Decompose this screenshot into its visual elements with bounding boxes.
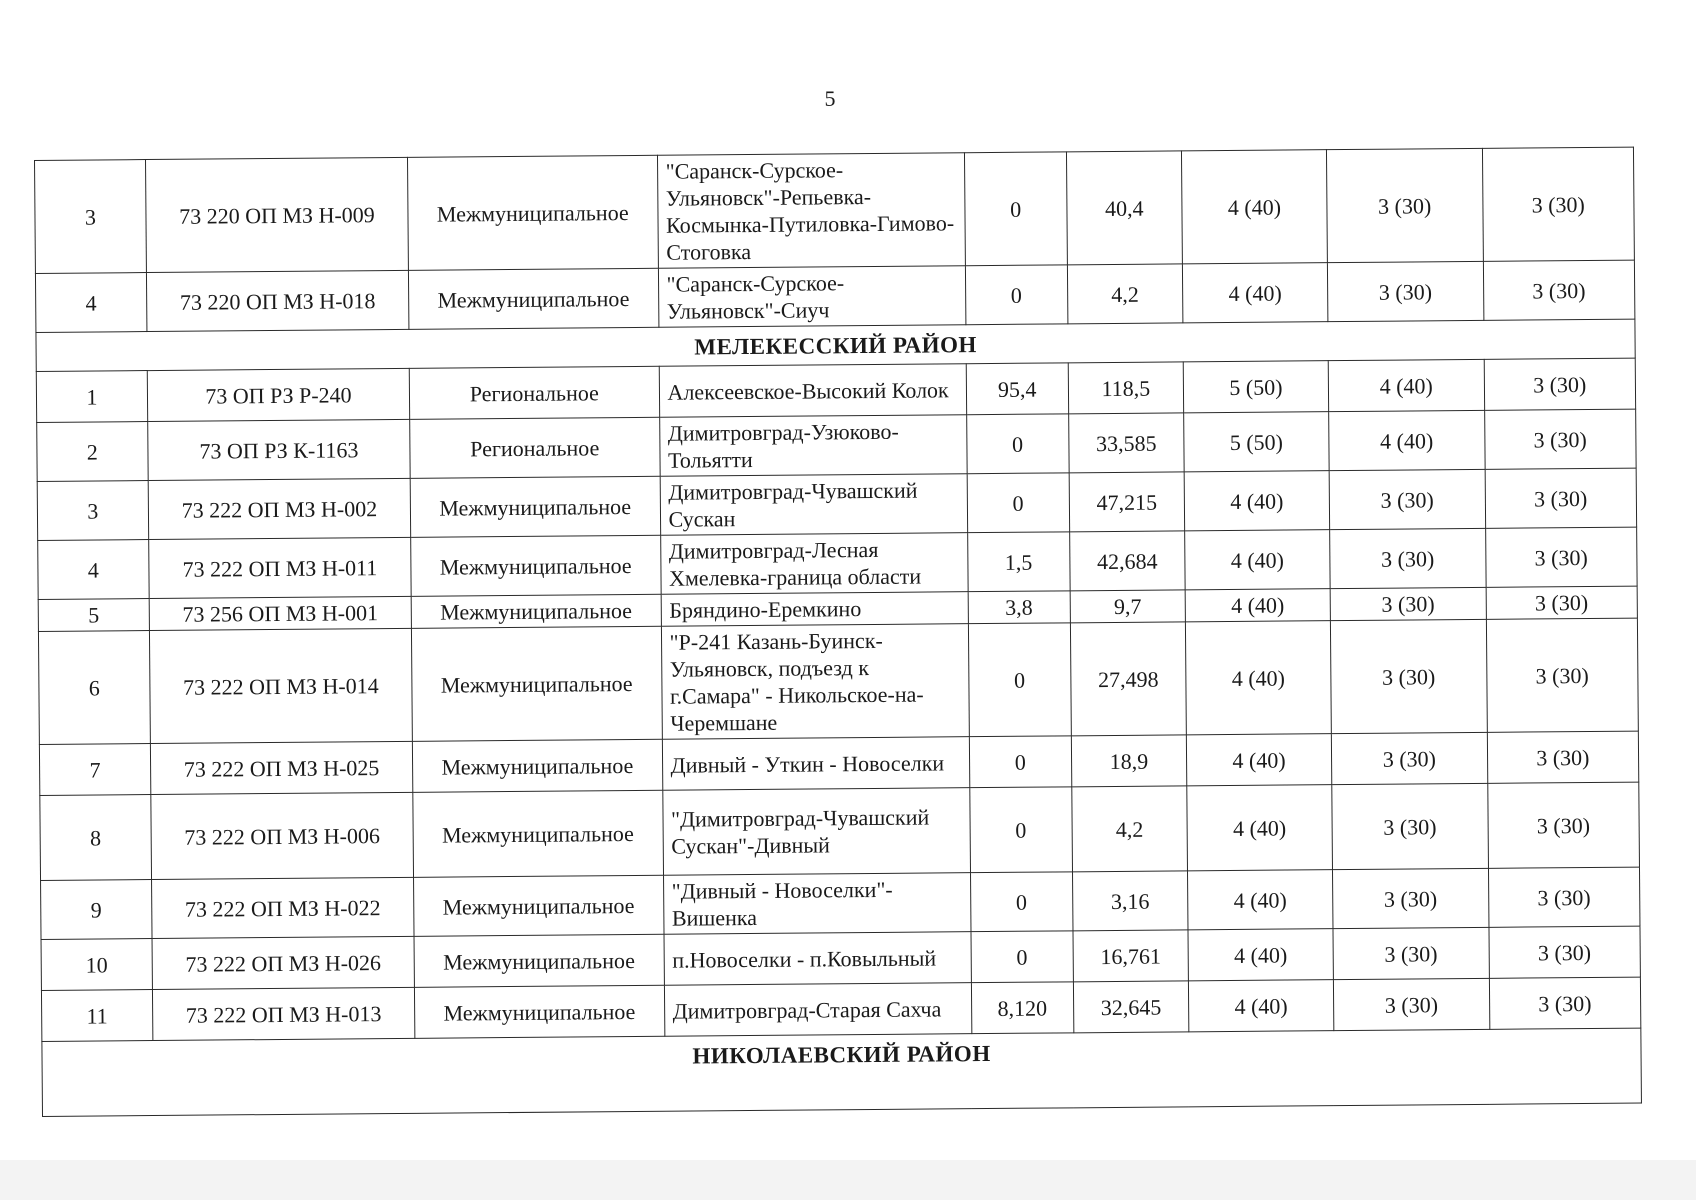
road-code-cell: 73 222 ОП МЗ Н-022 — [151, 877, 414, 938]
road-name-cell: "Дивный - Новоселки"-Вишенка — [663, 873, 970, 935]
value-cell-3: 3 (30) — [1485, 468, 1637, 528]
value-cell-3: 3 (30) — [1484, 409, 1636, 469]
value-cell-1: 4 (40) — [1186, 734, 1331, 786]
value-cell-2: 3 (30) — [1332, 783, 1488, 869]
start-km-cell: 0 — [964, 152, 1067, 266]
start-km-cell: 0 — [965, 265, 1068, 325]
start-km-cell: 1,5 — [967, 532, 1070, 592]
value-cell-1: 4 (40) — [1185, 621, 1331, 735]
end-km-cell: 4,2 — [1067, 264, 1183, 324]
value-cell-2: 3 (30) — [1327, 261, 1483, 321]
road-name-cell: "Димитровград-Чувашский Сускан"-Дивный — [662, 788, 970, 876]
value-cell-2: 3 (30) — [1329, 469, 1485, 529]
row-number-cell: 4 — [35, 273, 146, 333]
road-name-cell: Димитровград-Узюково-Тольятти — [659, 415, 966, 477]
significance-cell: Региональное — [410, 417, 660, 478]
significance-cell: Межмуниципальное — [412, 626, 662, 741]
section-title-melekess: МЕЛЕКЕССКИЙ РАЙОН — [36, 319, 1635, 371]
table-row — [38, 618, 1638, 744]
end-km-cell: 33,585 — [1069, 413, 1185, 473]
row-number-cell: 8 — [40, 795, 152, 881]
value-cell-2: 3 (30) — [1326, 148, 1483, 262]
value-cell-1: 5 (50) — [1183, 361, 1328, 413]
row-number-cell: 2 — [37, 422, 148, 482]
row-number-cell: 9 — [41, 880, 152, 940]
row-number-cell: 7 — [39, 744, 150, 796]
end-km-cell: 40,4 — [1066, 151, 1182, 265]
road-code-cell: 73 222 ОП МЗ Н-025 — [150, 741, 413, 794]
road-name-cell: Алексеевское-Высокий Колок — [659, 364, 966, 418]
value-cell-3: 3 (30) — [1484, 358, 1636, 410]
significance-cell: Межмуниципальное — [408, 155, 658, 270]
table-body-melekess — [36, 358, 1641, 1041]
table-body-top — [35, 147, 1635, 332]
road-name-cell: п.Новоселки - п.Ковыльный — [664, 932, 971, 986]
end-km-cell: 32,645 — [1073, 981, 1189, 1033]
road-name-cell: "Р-241 Казань-Буинск-Ульяновск, подъезд к г.Самара" - Никольское-на-Черемшане — [661, 624, 969, 740]
row-number-cell: 11 — [41, 990, 152, 1042]
significance-cell: Межмуниципальное — [415, 985, 665, 1038]
road-name-cell: Бряндино-Еремкино — [661, 592, 968, 627]
road-code-cell: 73 222 ОП МЗ Н-014 — [149, 628, 412, 743]
value-cell-3: 3 (30) — [1487, 731, 1639, 783]
value-cell-2: 4 (40) — [1328, 359, 1484, 411]
section-title-nikolaev: НИКОЛАЕВСКИЙ РАЙОН — [42, 1028, 1642, 1116]
road-name-cell: Димитровград-Лесная Хмелевка-граница области — [660, 533, 967, 595]
significance-cell: Межмуниципальное — [411, 594, 661, 628]
value-cell-1: 4 (40) — [1185, 589, 1330, 622]
value-cell-3: 3 (30) — [1488, 867, 1640, 927]
row-number-cell: 4 — [38, 540, 149, 600]
significance-cell: Межмуниципальное — [411, 535, 661, 596]
end-km-cell: 118,5 — [1068, 362, 1184, 414]
start-km-cell: 0 — [971, 931, 1074, 983]
scan-bottom-edge — [0, 1160, 1696, 1200]
road-name-cell: Димитровград-Старая Сахча — [664, 983, 971, 1037]
significance-cell: Межмуниципальное — [414, 934, 664, 987]
start-km-cell: 0 — [966, 414, 1069, 474]
road-code-cell: 73 222 ОП МЗ Н-013 — [152, 987, 415, 1040]
road-name-cell: Дивный - Уткин - Новоселки — [662, 737, 969, 791]
significance-cell: Межмуниципальное — [413, 790, 663, 877]
start-km-cell: 0 — [968, 623, 1071, 737]
section-row — [42, 1028, 1642, 1116]
value-cell-3: 3 (30) — [1486, 586, 1638, 619]
value-cell-2: 3 (30) — [1330, 619, 1487, 733]
start-km-cell: 3,8 — [968, 591, 1071, 624]
table-row — [40, 782, 1640, 880]
value-cell-3: 3 (30) — [1487, 782, 1639, 868]
start-km-cell: 0 — [967, 473, 1070, 533]
end-km-cell: 3,16 — [1072, 871, 1188, 931]
value-cell-1: 4 (40) — [1187, 870, 1332, 930]
road-code-cell: 73 222 ОП МЗ Н-002 — [148, 478, 411, 539]
row-number-cell: 6 — [38, 631, 150, 745]
value-cell-1: 4 (40) — [1188, 980, 1333, 1032]
end-km-cell: 42,684 — [1070, 531, 1186, 591]
start-km-cell: 8,120 — [971, 982, 1074, 1034]
road-name-cell: "Саранск-Сурское-Ульяновск"-Сиуч — [658, 266, 965, 328]
start-km-cell: 0 — [969, 787, 1072, 873]
end-km-cell: 47,215 — [1069, 472, 1185, 532]
value-cell-3: 3 (30) — [1483, 260, 1635, 320]
road-code-cell: 73 222 ОП МЗ Н-006 — [151, 792, 414, 879]
start-km-cell: 0 — [969, 736, 1072, 788]
row-number-cell: 3 — [37, 481, 148, 541]
roads-table — [34, 147, 1642, 1117]
value-cell-3: 3 (30) — [1485, 527, 1637, 587]
value-cell-1: 4 (40) — [1185, 530, 1330, 590]
row-number-cell: 5 — [38, 599, 149, 632]
page-number: 5 — [824, 86, 836, 111]
road-name-cell: Димитровград-Чувашский Сускан — [660, 474, 967, 536]
value-cell-2: 4 (40) — [1329, 410, 1485, 470]
value-cell-2: 3 (30) — [1332, 868, 1488, 928]
row-number-cell: 1 — [36, 371, 147, 423]
significance-cell: Региональное — [409, 366, 659, 419]
row-number-cell: 10 — [41, 939, 152, 991]
end-km-cell: 16,761 — [1073, 930, 1189, 982]
value-cell-3: 3 (30) — [1482, 147, 1634, 261]
value-cell-1: 4 (40) — [1184, 471, 1329, 531]
document-sheet — [34, 147, 1642, 1117]
end-km-cell: 18,9 — [1071, 735, 1187, 787]
end-km-cell: 27,498 — [1070, 622, 1186, 736]
road-code-cell: 73 220 ОП МЗ Н-009 — [145, 157, 408, 272]
road-code-cell: 73 ОП РЗ Р-240 — [147, 368, 410, 421]
end-km-cell: 4,2 — [1072, 786, 1188, 872]
value-cell-1: 5 (50) — [1184, 412, 1329, 472]
table-row — [35, 147, 1635, 273]
start-km-cell: 95,4 — [966, 363, 1069, 415]
significance-cell: Межмуниципальное — [414, 875, 664, 936]
road-code-cell: 73 ОП РЗ К-1163 — [148, 419, 411, 480]
value-cell-2: 3 (30) — [1333, 927, 1489, 979]
value-cell-3: 3 (30) — [1489, 926, 1641, 978]
value-cell-3: 3 (30) — [1489, 977, 1641, 1029]
end-km-cell: 9,7 — [1070, 590, 1185, 623]
value-cell-1: 4 (40) — [1181, 150, 1327, 264]
significance-cell: Межмуниципальное — [412, 739, 662, 792]
value-cell-1: 4 (40) — [1187, 785, 1333, 871]
value-cell-2: 3 (30) — [1330, 587, 1486, 620]
value-cell-1: 4 (40) — [1182, 263, 1327, 323]
road-code-cell: 73 256 ОП МЗ Н-001 — [149, 596, 411, 630]
start-km-cell: 0 — [970, 872, 1073, 932]
value-cell-2: 3 (30) — [1331, 732, 1487, 784]
road-code-cell: 73 222 ОП МЗ Н-026 — [152, 936, 415, 989]
significance-cell: Межмуниципальное — [409, 268, 659, 329]
value-cell-2: 3 (30) — [1333, 978, 1489, 1030]
road-code-cell: 73 222 ОП МЗ Н-011 — [149, 537, 412, 598]
significance-cell: Межмуниципальное — [410, 476, 660, 537]
row-number-cell: 3 — [35, 160, 147, 274]
road-code-cell: 73 220 ОП МЗ Н-018 — [146, 270, 409, 331]
value-cell-3: 3 (30) — [1486, 618, 1638, 732]
road-name-cell: "Саранск-Сурское-Ульяновск"-Репьевка-Космынка-Путиловка-Гимово-Стоговка — [657, 153, 965, 269]
value-cell-1: 4 (40) — [1188, 929, 1333, 981]
value-cell-2: 3 (30) — [1330, 528, 1486, 588]
